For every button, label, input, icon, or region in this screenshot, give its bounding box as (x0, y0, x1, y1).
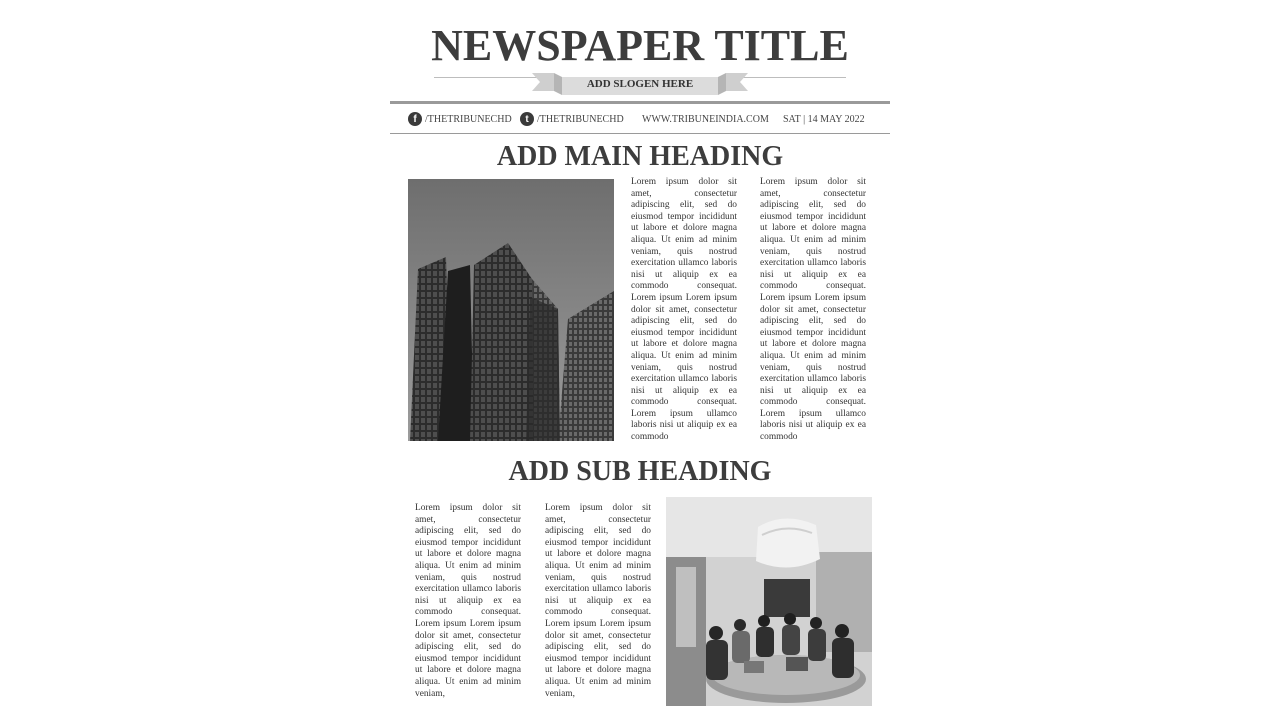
website-link[interactable]: WWW.TRIBUNEINDIA.COM (642, 113, 769, 125)
tumblr-icon: t (520, 112, 534, 126)
slogan-text: ADD SLOGEN HERE (586, 78, 694, 90)
main-article-column-2: Lorem ipsum dolor sit amet, consectetur adipiscing elit, sed do eiusmod tempor incididunt ut labore et dolore magna aliqua. Ut enim ad minim veniam, quis nostrud exercitation ullamco laboris nisi ut aliquip ex ea commodo consequat. Lorem ipsum Lorem ipsum dolor sit amet, consectetur adipiscing elit, sed do eiusmod tempor incididunt ut labore et dolore magna aliqua. Ut enim ad minim veniam, quis nostrud exercitation ullamco laboris nisi ut aliquip ex ea commodo consequat. Lorem ipsum ullamco laboris nisi ut aliquip ex ea commodo (760, 177, 866, 443)
facebook-link[interactable] (408, 110, 512, 128)
newspaper-page (390, 0, 890, 720)
main-heading: ADD MAIN HEADING (496, 141, 784, 172)
tumblr-handle: /THETRIBUNECHD (537, 113, 624, 125)
main-article-column-1: Lorem ipsum dolor sit amet, consectetur adipiscing elit, sed do eiusmod tempor incididunt ut labore et dolore magna aliqua. Ut enim ad minim veniam, quis nostrud exercitation ullamco laboris nisi ut aliquip ex ea commodo consequat. Lorem ipsum Lorem ipsum dolor sit amet, consectetur adipiscing elit, sed do eiusmod tempor incididunt ut labore et dolore magna aliqua. Ut enim ad minim veniam, quis nostrud exercitation ullamco laboris nisi ut aliquip ex ea commodo consequat. Lorem ipsum ullamco laboris nisi ut aliquip ex ea commodo (631, 177, 737, 443)
facebook-handle: /THETRIBUNECHD (425, 113, 512, 125)
sub-article-column-2: Lorem ipsum dolor sit amet, consectetur adipiscing elit, sed do eiusmod tempor incididunt ut labore et dolore magna aliqua. Ut enim ad minim veniam, quis nostrud exercitation ullamco laboris nisi ut aliquip ex ea commodo consequat. Lorem ipsum Lorem ipsum dolor sit amet, consectetur adipiscing elit, sed do eiusmod tempor incididunt ut labore et dolore magna aliqua. Ut enim ad minim veniam, (545, 503, 651, 699)
newspaper-title: NEWSPAPER TITLE (431, 21, 849, 70)
info-bar (408, 110, 878, 128)
header-rule-top (390, 101, 890, 104)
header-rule-bottom (390, 133, 890, 134)
tumblr-link[interactable] (520, 110, 624, 128)
meeting-photo (666, 497, 872, 706)
issue-date: SAT | 14 MAY 2022 (783, 113, 865, 125)
sub-heading: ADD SUB HEADING (508, 456, 772, 487)
facebook-icon: f (408, 112, 422, 126)
sub-article-column-1: Lorem ipsum dolor sit amet, consectetur adipiscing elit, sed do eiusmod tempor incididunt ut labore et dolore magna aliqua. Ut enim ad minim veniam, quis nostrud exercitation ullamco laboris nisi ut aliquip ex ea commodo consequat. Lorem ipsum Lorem ipsum dolor sit amet, consectetur adipiscing elit, sed do eiusmod tempor incididunt ut labore et dolore magna aliqua. Ut enim ad minim veniam, (415, 503, 521, 699)
skyscraper-photo (408, 179, 614, 441)
